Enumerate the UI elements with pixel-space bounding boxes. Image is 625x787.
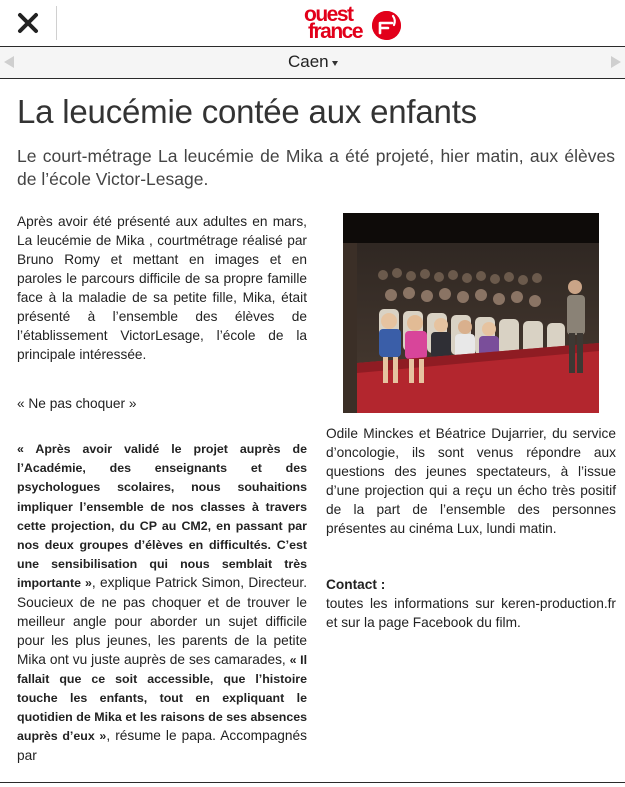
article-subhead: « Ne pas choquer » xyxy=(17,396,137,411)
article-column-left xyxy=(17,212,307,765)
body-text: , résume le papa. Accompagnés par xyxy=(17,728,307,763)
photo-caption: Odile Minckes et Béatrice Dujarrier, du service d’oncologie, ils sont venus répondre aux questions des jeunes spectateurs, à l’issue d’une projection qui a reçu un écho très positif de la part de l’ensemble des personnes présentes au cinéma Lux, lundi matin. xyxy=(326,426,616,536)
ouest-france-logo[interactable] xyxy=(304,3,402,43)
article-column-right xyxy=(326,424,616,632)
triangle-left-icon[interactable] xyxy=(4,56,14,68)
top-bar xyxy=(0,0,625,46)
logo-text-line1: ouest xyxy=(304,3,353,26)
body-text: , explique Patrick Simon, Directeur. Soucieux de ne pas choquer et de trouver le meilleur angle pour aborder un sujet difficile pour les plus jeunes, les parents de la petite Mika ont vu juste auprès de ses camarades, xyxy=(17,575,307,667)
chevron-down-icon xyxy=(332,61,338,66)
article-photo[interactable] xyxy=(343,213,599,413)
edition-label: Caen xyxy=(288,52,329,71)
logo-circle-icon xyxy=(372,11,401,40)
quote-text: « Il fallait que ce soit accessible, que l’histoire touche les enfants, tout en expliquant le quotidien de Mika et les raisons de ses absences auprès d’eux » xyxy=(17,652,308,744)
footer-rule xyxy=(0,782,625,783)
nav-rule xyxy=(0,78,625,79)
quote-text: « Après avoir validé le projet auprès de l’Académie, des enseignants et des psychologues scolaires, nous souhaitions impliquer l’ensemble de nos classes à travers cette projection, du CP au CM2, en passant par nos deux groupes d’élèves en difficultés. C’est une sensibilisation qui nous semblait très importante » xyxy=(17,442,307,591)
article-paragraph: Après avoir été présenté aux adultes en mars, La leucémie de Mika , courtmétrage réalisé par Bruno Romy et mettant en images et en paroles le parcours difficile de sa propre famille face à la maladie de sa petite fille, Mika, était présenté à l’ensemble des élèves de l’établissement VictorLesage, l’école de la principale intéressée. xyxy=(17,214,307,362)
close-button[interactable] xyxy=(14,9,42,37)
edition-selector[interactable] xyxy=(288,52,338,72)
contact-label: Contact : xyxy=(326,577,386,592)
edition-nav xyxy=(0,47,625,78)
triangle-right-icon[interactable] xyxy=(611,56,621,68)
close-icon xyxy=(14,9,42,37)
article-title: La leucémie contée aux enfants xyxy=(17,93,477,130)
article-lede: Le court-métrage La leucémie de Mika a été projeté, hier matin, aux élèves de l’école Victor-Lesage. xyxy=(17,146,615,189)
article-paragraph-quote xyxy=(17,439,307,765)
toolbar-divider xyxy=(56,6,57,40)
logo-text-line2: france xyxy=(308,20,363,43)
contact-text: toutes les informations sur keren-production.fr et sur la page Facebook du film. xyxy=(326,596,616,630)
